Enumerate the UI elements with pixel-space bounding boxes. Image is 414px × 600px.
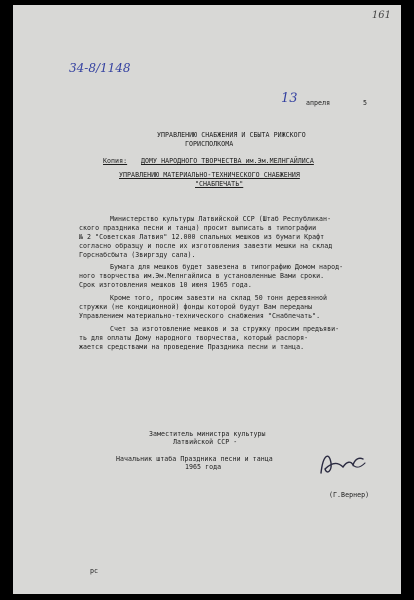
addressee-line-1: УПРАВЛЕНИЮ СНАБЖЕНИЯ И СБЫТА РИЖСКОГО [157,131,306,139]
body-line: Бумага для мешков будет завезена в типографию Домом народ- [110,263,344,271]
body-line: Счет за изготовление мешков и за стружку просим предъяви- [110,325,340,333]
signature-title-1: Заместитель министра культуры [149,430,266,438]
body-line: Срок изготовления мешков 10 июня 1965 года. [79,281,252,289]
body-line: Кроме того, просим завезти на склад 50 тонн деревянной [110,294,328,302]
body-line: Министерство культуры Латвийской ССР (Штаб Республикан- [110,215,332,223]
signature-title-2: Латвийской ССР - [173,438,238,446]
copy-label: Копия: [103,157,128,165]
handwritten-signature [313,445,373,485]
document-page [13,5,401,594]
body-line: ть для оплаты Дому народного творчества, который распоря- [79,334,309,342]
copy-recipient-3: "СНАБПЕЧАТЬ" [195,180,244,188]
date-month: апреля [306,99,331,107]
body-line: жается средствами на проведение Праздника песни и танца. [79,343,305,351]
body-line: ного творчества им.Эм.Мелнгайлиса в установленные Вами сроки. [79,272,325,280]
body-line: ского праздника песни и танца) просит выписать в типографии [79,224,317,232]
date-year: 5 [363,99,368,107]
signature-title-4: 1965 года [185,463,222,471]
page-number: 161 [371,10,391,21]
footer-mark: рс [90,567,99,575]
body-line: № 2 "Советская Латвия" 12.000 спальных мешков из бумаги Крафт [79,233,325,241]
body-line: Горснабсбыта (Звиргзду сала). [79,251,196,259]
copy-recipient-2: УПРАВЛЕНИЮ МАТЕРИАЛЬНО-ТЕХНИЧЕСКОГО СНАБЖЕНИЯ [119,171,300,179]
body-line: согласно образцу и после их изготовления завезти мешки на склад [79,242,333,250]
signatory-name: (Г.Вернер) [329,491,370,499]
body-line: стружки (не кондиционной) фонды которой будут Вам переданы [79,303,313,311]
copy-recipient-1: ДОМУ НАРОДНОГО ТВОРЧЕСТВА им.Эм.МЕЛНГАЙЛИСА [141,157,314,165]
handwritten-reference: 34-8/1148 [69,61,131,75]
signature-title-3: Начальник штаба Праздника песни и танца [116,455,273,463]
date-day: 13 [281,91,298,106]
body-line: Управлением материально-технического снабжения "Снабпечать". [79,312,321,320]
addressee-line-2: ГОРИСПОЛКОМА [185,140,234,148]
